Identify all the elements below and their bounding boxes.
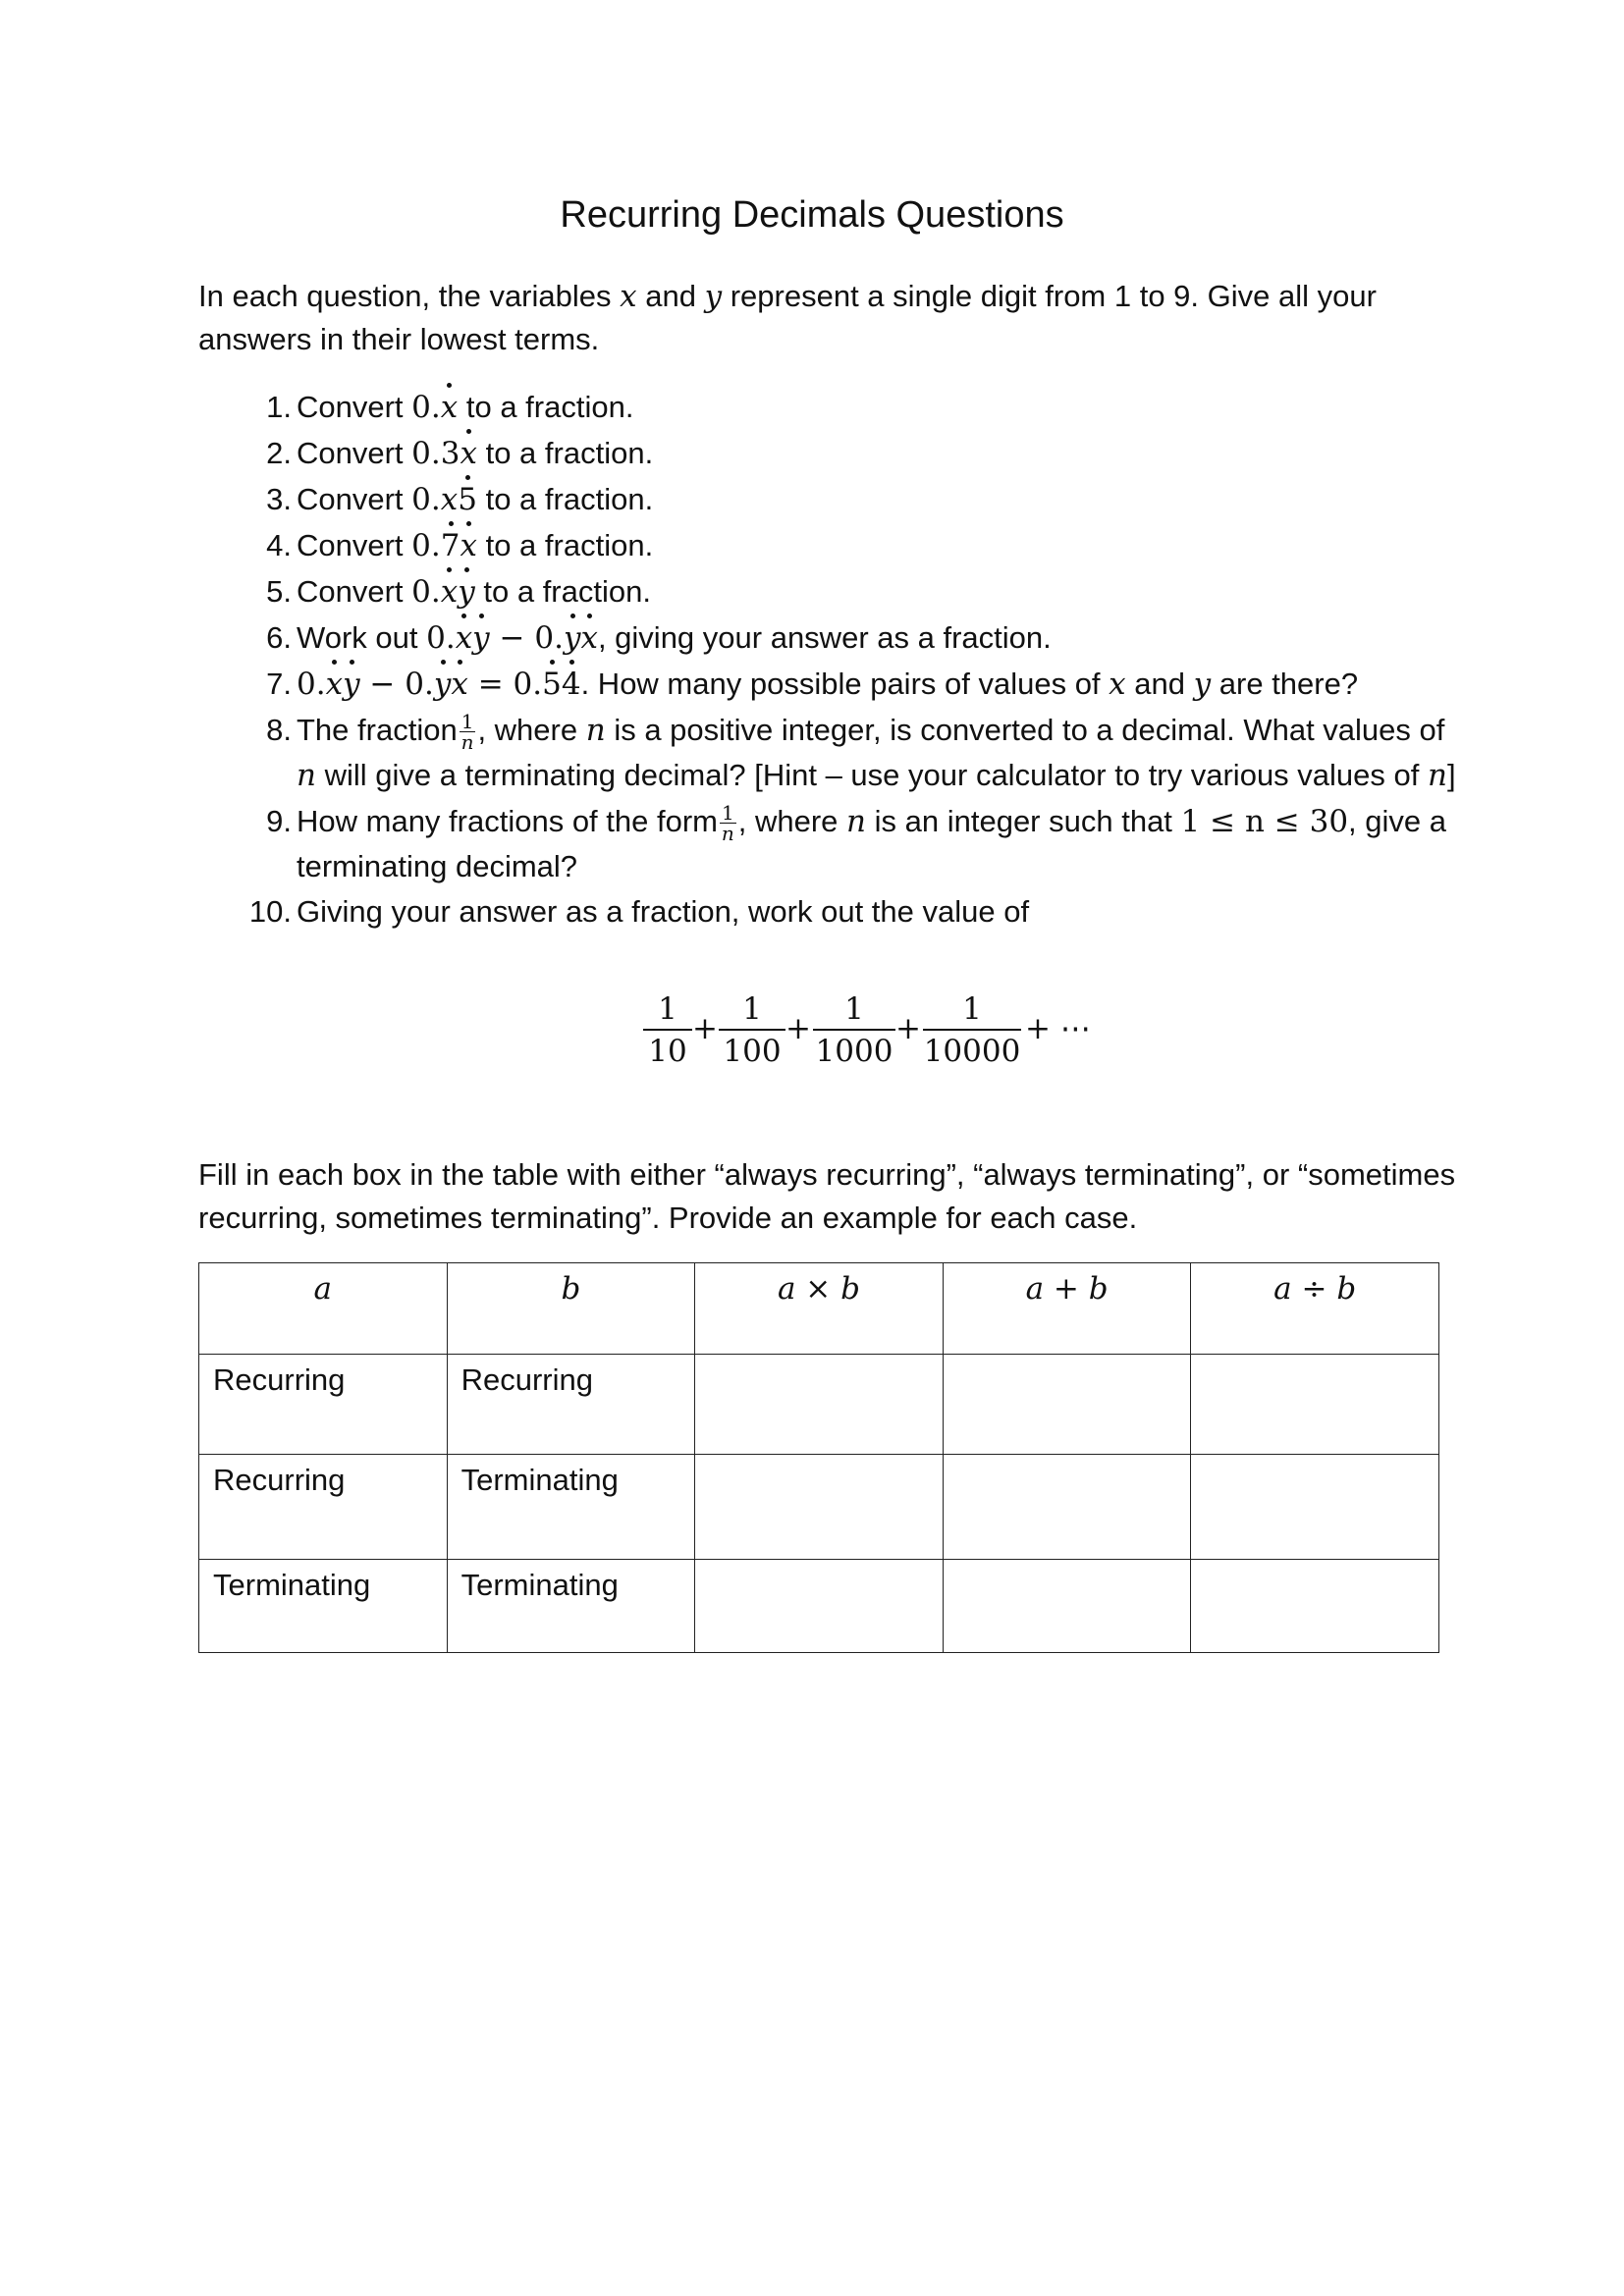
expr-part: 0.3 xyxy=(411,436,460,471)
fraction-one-over-n xyxy=(720,801,736,846)
series-term-3 xyxy=(813,989,895,1072)
var-y: y xyxy=(704,279,723,314)
series-denominator: 1000 xyxy=(813,1029,895,1072)
series-denominator: 10000 xyxy=(923,1029,1021,1072)
question-number: 3. xyxy=(266,482,292,516)
digit: x xyxy=(440,482,459,517)
header-a: a xyxy=(199,1263,448,1355)
answer-cell[interactable] xyxy=(1191,1355,1439,1455)
answer-cell[interactable] xyxy=(695,1560,944,1653)
series-term-4 xyxy=(923,989,1021,1072)
expr-part: 0. xyxy=(297,667,326,702)
question-3 xyxy=(198,477,1465,522)
question-text: The fraction xyxy=(297,713,458,747)
question-text: , give a terminating decimal? xyxy=(297,804,1446,883)
question-text: Convert xyxy=(297,528,404,562)
decimal-expression xyxy=(411,436,477,471)
header-b: b xyxy=(447,1263,695,1355)
intro-text-1: In each question, the variables xyxy=(198,279,612,313)
var-x: x xyxy=(620,279,637,314)
decimal-expression xyxy=(426,620,598,656)
series-numerator: 1 xyxy=(658,991,677,1027)
question-text: and xyxy=(1134,667,1186,701)
question-text: to a fraction. xyxy=(485,528,654,562)
series-term-2 xyxy=(719,989,785,1072)
answer-cell[interactable] xyxy=(1191,1560,1439,1653)
series-ellipsis: + ⋯ xyxy=(1025,1011,1091,1046)
question-6 xyxy=(198,615,1465,661)
question-text: How many fractions of the form xyxy=(297,804,718,838)
recurring-digit: x xyxy=(451,663,467,707)
question-list xyxy=(198,385,1465,934)
recurring-digit: x xyxy=(456,616,472,661)
recurring-digit: x xyxy=(326,663,343,707)
question-number: 1. xyxy=(266,390,292,424)
decimal-expression xyxy=(411,574,475,610)
question-text: is an integer such that xyxy=(874,804,1172,838)
answer-table xyxy=(198,1262,1439,1653)
var-x: x xyxy=(1109,667,1126,702)
answer-cell[interactable] xyxy=(943,1455,1191,1560)
header-a-times-b: a × b xyxy=(695,1263,944,1355)
var-n: n xyxy=(585,713,606,748)
cell-a: Recurring xyxy=(199,1455,448,1560)
question-number: 4. xyxy=(266,528,292,562)
question-text: to a fraction. xyxy=(485,436,654,470)
plus-sign: + xyxy=(785,1011,811,1046)
question-text: , where xyxy=(737,804,839,838)
question-5 xyxy=(198,569,1465,614)
question-number: 7. xyxy=(266,667,292,701)
series-denominator: 100 xyxy=(719,1029,785,1072)
question-text: ] xyxy=(1446,758,1456,792)
table-row xyxy=(199,1560,1439,1653)
cell-b: Recurring xyxy=(447,1355,695,1455)
decimal-expression xyxy=(411,482,477,517)
expr-part: 0. xyxy=(426,620,456,656)
recurring-digit: x xyxy=(441,570,458,614)
table-header-row xyxy=(199,1263,1439,1355)
question-text: , giving your answer as a fraction. xyxy=(597,620,1052,655)
recurring-digit: y xyxy=(564,616,581,661)
question-text: Giving your answer as a fraction, work out the value of xyxy=(297,894,1030,929)
recurring-digit: 5 xyxy=(458,478,477,522)
answer-cell[interactable] xyxy=(695,1355,944,1455)
question-number: 2. xyxy=(266,436,292,470)
question-number: 5. xyxy=(266,574,292,609)
question-4 xyxy=(198,523,1465,568)
var-n: n xyxy=(1428,758,1447,793)
decimal-expression xyxy=(411,528,477,563)
var-y: y xyxy=(1193,667,1212,702)
var-n: n xyxy=(846,804,866,839)
table-instruction: Fill in each box in the table with either “always recurring”, “always terminating”, or “sometimes recurring, sometimes terminating”. Provide an example for each case. xyxy=(198,1157,1456,1235)
cell-a: Recurring xyxy=(199,1355,448,1455)
answer-cell[interactable] xyxy=(943,1355,1191,1455)
question-text: , where xyxy=(477,713,578,747)
question-text: Convert xyxy=(297,436,404,470)
fraction-denominator: n xyxy=(721,822,734,846)
expr-part: 0. xyxy=(411,482,441,517)
series-term-1 xyxy=(643,989,692,1072)
fraction-denominator: n xyxy=(460,730,474,755)
cell-b: Terminating xyxy=(447,1455,695,1560)
question-text: . How many possible pairs of values of xyxy=(580,667,1101,701)
question-number: 9. xyxy=(266,804,292,838)
fraction-one-over-n xyxy=(460,710,476,755)
question-text: to a fraction. xyxy=(465,390,634,424)
question-text: are there? xyxy=(1218,667,1359,701)
answer-cell[interactable] xyxy=(943,1560,1191,1653)
recurring-digit: y xyxy=(343,663,360,707)
cell-a: Terminating xyxy=(199,1560,448,1653)
fraction-numerator: 1 xyxy=(460,710,474,734)
table-row xyxy=(199,1455,1439,1560)
recurring-digit: x xyxy=(460,524,476,568)
series-denominator: 10 xyxy=(643,1029,692,1072)
question-9 xyxy=(198,799,1465,888)
question-10 xyxy=(198,889,1465,934)
decimal-expression xyxy=(411,390,458,425)
inequality: 1 ≤ n ≤ 30 xyxy=(1180,804,1349,839)
recurring-digit: x xyxy=(580,616,597,661)
plus-sign: + xyxy=(895,1011,921,1046)
question-text: Convert xyxy=(297,390,404,424)
question-text: is a positive integer, is converted to a decimal. What values of xyxy=(614,713,1445,747)
intro-text-2: represent a single digit from 1 to 9. Give all your answers in their lowest terms. xyxy=(198,279,1377,356)
recurring-digit: 4 xyxy=(562,663,581,707)
series-numerator: 1 xyxy=(962,991,982,1027)
cell-b: Terminating xyxy=(447,1560,695,1653)
question-1 xyxy=(198,385,1465,430)
expr-part: 0. xyxy=(411,574,441,610)
decimal-expression xyxy=(297,667,581,702)
recurring-digit: x xyxy=(441,386,458,430)
question-text: will give a terminating decimal? [Hint – use your calculator to try various values of xyxy=(324,758,1420,792)
expr-part: = 0. xyxy=(467,667,543,702)
expr-part: − 0. xyxy=(359,667,434,702)
question-text: to a fraction. xyxy=(485,482,654,516)
table-row xyxy=(199,1355,1439,1455)
intro-paragraph xyxy=(198,275,1465,361)
expr-part: − 0. xyxy=(489,620,564,656)
question-text: Work out xyxy=(297,620,418,655)
question-number: 8. xyxy=(266,713,292,747)
fraction-numerator: 1 xyxy=(722,801,734,826)
question-number: 10. xyxy=(248,894,292,929)
question-7 xyxy=(198,662,1465,707)
series-numerator: 1 xyxy=(742,991,762,1027)
expr-part: 0. xyxy=(411,390,441,425)
var-n: n xyxy=(297,758,316,793)
question-text: Convert xyxy=(297,482,404,516)
question-text: to a fraction. xyxy=(483,574,651,609)
recurring-digit: y xyxy=(458,570,475,614)
question-number: 6. xyxy=(266,620,292,655)
intro-and: and xyxy=(645,279,696,313)
question-text: Convert xyxy=(297,574,404,609)
header-a-div-b: a ÷ b xyxy=(1191,1263,1439,1355)
recurring-digit: y xyxy=(472,616,490,661)
question-8 xyxy=(198,708,1465,798)
header-a-plus-b: a + b xyxy=(943,1263,1191,1355)
recurring-digit: x xyxy=(460,432,476,476)
page-title: Recurring Decimals Questions xyxy=(560,194,1064,236)
recurring-digit: y xyxy=(434,663,452,707)
series-numerator: 1 xyxy=(844,991,864,1027)
recurring-digit: 5 xyxy=(542,663,562,707)
answer-cell[interactable] xyxy=(1191,1455,1439,1560)
question-2 xyxy=(198,431,1465,476)
plus-sign: + xyxy=(692,1011,718,1046)
expr-part: 0. xyxy=(411,528,441,563)
fraction-series xyxy=(0,989,1624,1088)
recurring-digit: 7 xyxy=(441,524,460,568)
answer-cell[interactable] xyxy=(695,1455,944,1560)
